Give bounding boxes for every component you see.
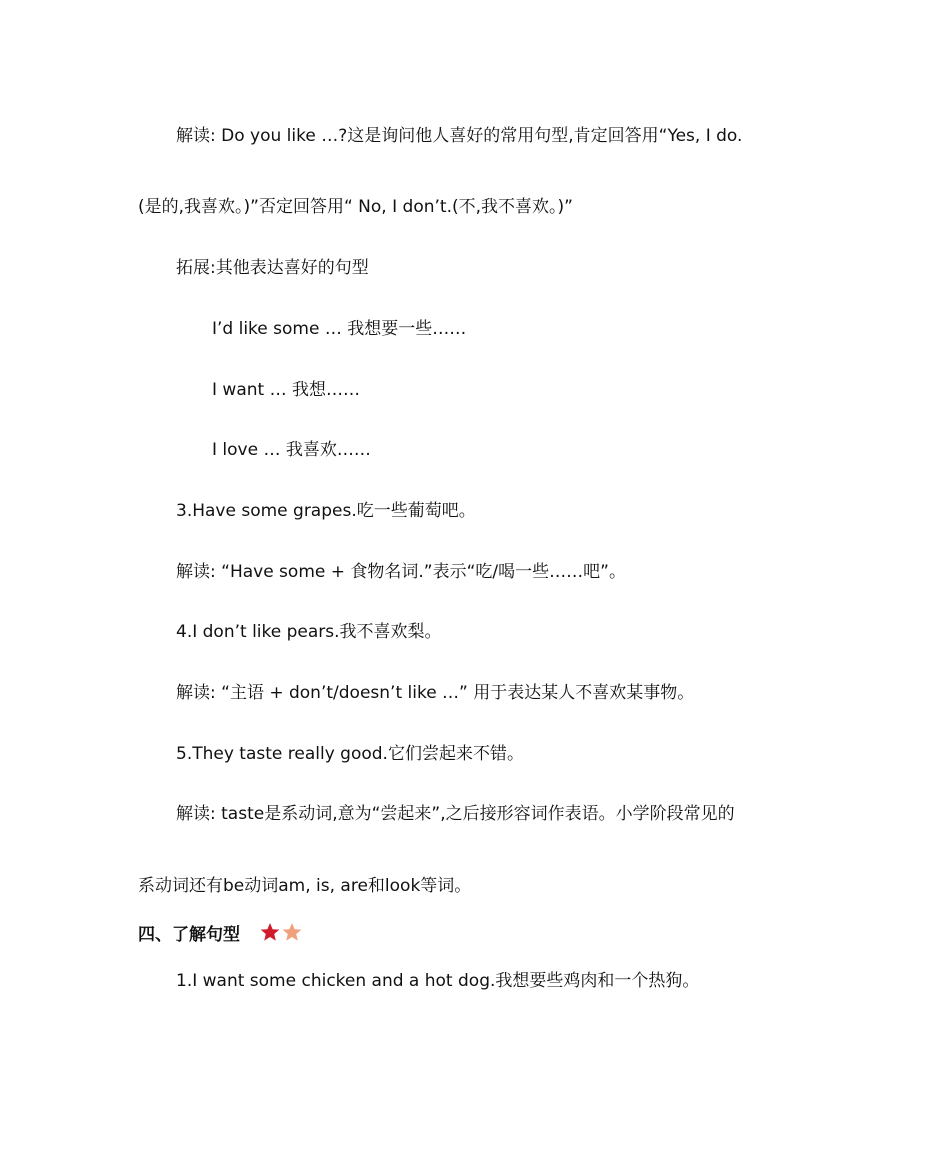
section-4-heading — [138, 922, 302, 949]
star-full-icon — [260, 922, 280, 942]
explanation-line-2: (是的,我喜欢。)”否定回答用“ No, I don’t.(不,我不喜欢。)” — [138, 197, 573, 217]
explanation-line-1: 解读: Do you like …?这是询问他人喜好的常用句型,肯定回答用“Yes, I do. — [176, 126, 743, 146]
star-light-shape — [283, 923, 302, 941]
star-light-icon — [282, 922, 302, 942]
sentence-3-note: 解读: “Have some + 食物名词.”表示“吃/喝一些……吧”。 — [176, 562, 626, 582]
section-4-item-1: 1.I want some chicken and a hot dog.我想要些鸡肉和一个热狗。 — [176, 971, 700, 991]
sentence-5-note-line-2: 系动词还有be动词am, is, are和look等词。 — [138, 876, 472, 896]
sentence-3: 3.Have some grapes.吃一些葡萄吧。 — [176, 501, 476, 521]
sentence-4-note: 解读: “主语 + don’t/doesn’t like …” 用于表达某人不喜欢某事物。 — [176, 683, 695, 703]
expand-title: 拓展:其他表达喜好的句型 — [176, 258, 369, 278]
star-full-shape — [261, 923, 280, 941]
expand-item: I’d like some … 我想要一些…… — [212, 319, 467, 339]
expand-item: I love … 我喜欢…… — [212, 440, 371, 460]
expand-item: I want … 我想…… — [212, 380, 360, 400]
sentence-4: 4.I don’t like pears.我不喜欢梨。 — [176, 622, 442, 642]
section-4-title: 四、了解句型 — [138, 925, 240, 945]
sentence-5-note-line-1: 解读: taste是系动词,意为“尝起来”,之后接形容词作表语。小学阶段常见的 — [176, 804, 735, 824]
difficulty-stars — [260, 922, 302, 949]
sentence-5: 5.They taste really good.它们尝起来不错。 — [176, 744, 524, 764]
